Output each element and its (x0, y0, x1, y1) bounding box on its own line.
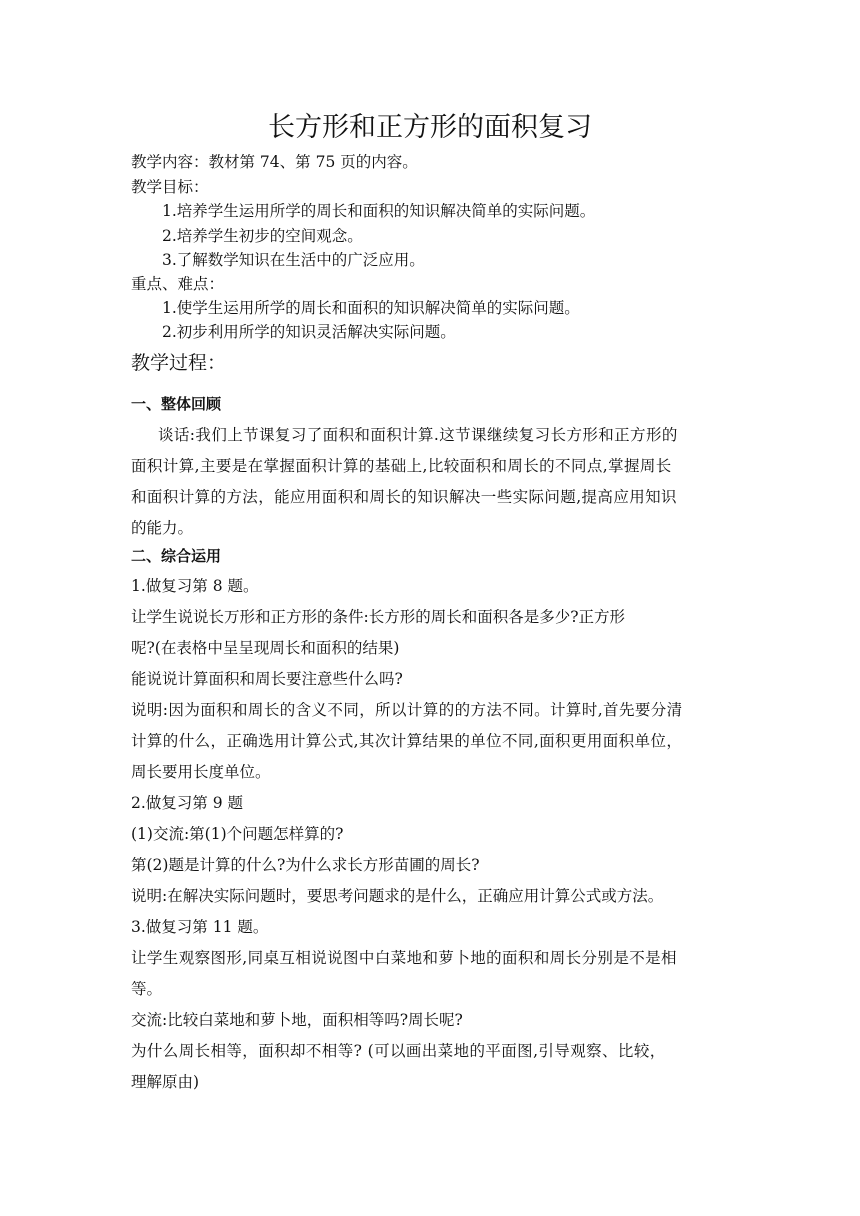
key-point-item-2: 2.初步利用所学的知识灵活解决实际问题。 (162, 323, 456, 341)
section1-line-2: 面积计算,主要是在掌握面积计算的基础上,比较面积和周长的不同点,掌握周长 (131, 457, 672, 475)
section2-line-1: 1.做复习第 8 题。 (131, 577, 259, 595)
section2-line-16: 为什么周长相等，面积却不相等? (可以画出菜地的平面图,引导观察、比较， (131, 1042, 666, 1060)
section1-line-1: 谈话:我们上节课复习了面积和面积计算.这节课继续复习长方形和正方形的 (158, 426, 678, 444)
section2-line-5: 说明:因为面积和周长的含义不同，所以计算的的方法不同。计算时,首先要分清 (131, 701, 683, 719)
section2-line-4: 能说说计算面积和周长要注意些什么吗? (131, 670, 403, 688)
goal-item-2: 2.培养学生初步的空间观念。 (162, 227, 363, 245)
section2-line-3: 呢?(在表格中呈呈现周长和面积的结果) (131, 639, 400, 657)
key-points-heading: 重点、难点： (131, 275, 225, 293)
section2-line-11: 说明:在解决实际问题时，要思考问题求的是什么，正确应用计算公式或方法。 (131, 887, 664, 905)
goal-item-1: 1.培养学生运用所学的周长和面积的知识解决简单的实际问题。 (162, 202, 596, 220)
section2-line-8: 2.做复习第 9 题 (131, 794, 244, 812)
section2-line-15: 交流:比较白菜地和萝卜地，面积相等吗?周长呢? (131, 1011, 463, 1029)
process-heading: 教学过程： (131, 352, 227, 374)
section2-line-12: 3.做复习第 11 题。 (131, 918, 269, 936)
key-point-item-1: 1.使学生运用所学的周长和面积的知识解决简单的实际问题。 (162, 299, 580, 317)
section2-line-6: 计算的什么，正确选用计算公式,其次计算结果的单位不同,面积更用面积单位， (131, 732, 683, 750)
goal-item-3: 3.了解数学知识在生活中的广泛应用。 (162, 251, 425, 269)
section2-line-17: 理解原由) (131, 1073, 200, 1091)
section2-line-7: 周长要用长度单位。 (131, 763, 271, 781)
section2-line-13: 让学生观察图形,同桌互相说说图中白菜地和萝卜地的面积和周长分别是不是相 (131, 949, 677, 967)
document-title: 长方形和正方形的面积复习 (268, 112, 592, 143)
section2-line-14: 等。 (131, 980, 163, 998)
goals-heading: 教学目标： (131, 178, 209, 196)
section2-heading: 二、综合运用 (131, 547, 222, 565)
section2-line-10: 第(2)题是计算的什么?为什么求长方形苗圃的周长? (131, 856, 480, 874)
section1-line-3: 和面积计算的方法，能应用面积和周长的知识解决一些实际问题,提高应用知识 (131, 488, 677, 506)
section1-heading: 一、整体回顾 (131, 395, 222, 413)
section1-line-4: 的能力。 (131, 519, 194, 537)
section2-line-2: 让学生说说长万形和正方形的条件:长方形的周长和面积各是多少?正方形 (131, 608, 626, 626)
section2-line-9: (1)交流:第(1)个问题怎样算的? (131, 825, 344, 843)
teaching-content: 教学内容：教材第 74、第 75 页的内容。 (131, 153, 418, 171)
